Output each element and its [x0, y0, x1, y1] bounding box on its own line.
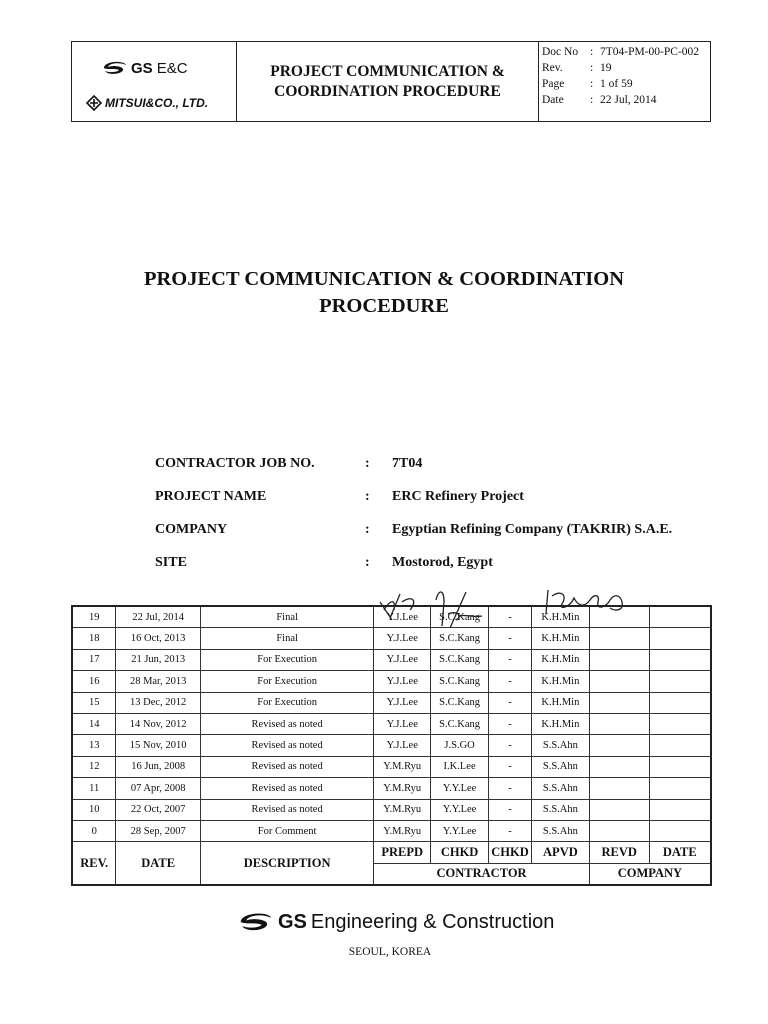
- cell-apvd: K.H.Min: [531, 671, 589, 692]
- footer-city: SEOUL, KOREA: [348, 946, 432, 958]
- cell-chkd: Y.Y.Lee: [431, 799, 489, 820]
- cell-chkd2: -: [489, 606, 532, 628]
- mitsui-diamond-icon: [86, 95, 102, 111]
- cell-company-date: [649, 778, 711, 799]
- gs-ec-logo: [102, 59, 188, 77]
- cell-revd: [589, 820, 649, 841]
- table-row: [72, 649, 711, 670]
- cell-revd: [589, 735, 649, 756]
- info-row-company: COMPANY : Egyptian Refining Company (TAKRIR) S.A.E.: [155, 522, 673, 537]
- table-row: [72, 756, 711, 777]
- table-header-row: [72, 842, 711, 863]
- table-row: [72, 778, 711, 799]
- cell-chkd2: -: [489, 671, 532, 692]
- cell-date: 28 Mar, 2013: [116, 671, 201, 692]
- cell-chkd: S.C.Kang: [431, 713, 489, 734]
- cell-company-date: [649, 606, 711, 628]
- cell-chkd: S.C.Kang: [431, 649, 489, 670]
- cell-chkd2: -: [489, 692, 532, 713]
- cell-chkd2: -: [489, 649, 532, 670]
- cell-company-date: [649, 799, 711, 820]
- header-title: [237, 42, 539, 121]
- cell-desc: Revised as noted: [200, 778, 373, 799]
- mitsui-logo: [86, 95, 208, 111]
- cell-company-date: [649, 735, 711, 756]
- header-revd: REVD: [589, 842, 649, 863]
- cell-desc: For Execution: [200, 671, 373, 692]
- cell-chkd: J.S.GO: [431, 735, 489, 756]
- document-title-line1: PROJECT COMMUNICATION & COORDINATION: [143, 268, 625, 290]
- project-info: [155, 456, 672, 588]
- table-row: [72, 820, 711, 841]
- document-title-line2: PROCEDURE: [319, 295, 449, 317]
- cell-company-date: [649, 713, 711, 734]
- cell-company-date: [649, 649, 711, 670]
- cell-chkd2: -: [489, 628, 532, 649]
- table-row: [72, 628, 711, 649]
- cell-desc: Revised as noted: [200, 735, 373, 756]
- cell-date: 28 Sep, 2007: [116, 820, 201, 841]
- cell-chkd: S.C.Kang: [431, 671, 489, 692]
- cell-rev: 10: [72, 799, 116, 820]
- cell-revd: [589, 628, 649, 649]
- cell-rev: 19: [72, 606, 116, 628]
- table-row: [72, 671, 711, 692]
- footer-brand-name: Engineering & Construction: [310, 910, 555, 933]
- cell-revd: [589, 649, 649, 670]
- cell-date: 07 Apr, 2008: [116, 778, 201, 799]
- cell-desc: Revised as noted: [200, 713, 373, 734]
- cell-revd: [589, 606, 649, 628]
- footer-brand-gs: GS: [278, 910, 307, 933]
- meta-page: Page : 1 of 59: [542, 78, 633, 90]
- cell-desc: Final: [200, 606, 373, 628]
- header-contractor: CONTRACTOR: [374, 863, 590, 885]
- cell-chkd: Y.Y.Lee: [431, 778, 489, 799]
- cell-prepd: Y.M.Ryu: [374, 799, 431, 820]
- cell-company-date: [649, 628, 711, 649]
- cell-chkd2: -: [489, 713, 532, 734]
- header-date-company: DATE: [649, 842, 711, 863]
- cell-apvd: S.S.Ahn: [531, 799, 589, 820]
- cell-apvd: S.S.Ahn: [531, 778, 589, 799]
- document-header: [71, 41, 711, 122]
- meta-date: Date : 22 Jul, 2014: [542, 94, 657, 106]
- cell-revd: [589, 778, 649, 799]
- cell-chkd: Y.Y.Lee: [431, 820, 489, 841]
- cell-chkd2: -: [489, 735, 532, 756]
- header-apvd: APVD: [531, 842, 589, 863]
- cell-revd: [589, 799, 649, 820]
- cell-date: 21 Jun, 2013: [116, 649, 201, 670]
- cell-revd: [589, 692, 649, 713]
- cell-date: 16 Jun, 2008: [116, 756, 201, 777]
- cell-prepd: Y.J.Lee: [374, 671, 431, 692]
- cell-rev: 17: [72, 649, 116, 670]
- cell-date: 22 Oct, 2007: [116, 799, 201, 820]
- info-row-job-no: CONTRACTOR JOB NO. : 7T04: [155, 456, 423, 471]
- cell-revd: [589, 671, 649, 692]
- footer-brand: [238, 909, 554, 935]
- cell-desc: For Comment: [200, 820, 373, 841]
- logo-cell: [72, 42, 237, 121]
- cell-chkd2: -: [489, 756, 532, 777]
- table-row: [72, 692, 711, 713]
- cell-apvd: K.H.Min: [531, 649, 589, 670]
- cell-company-date: [649, 756, 711, 777]
- revision-table: [71, 605, 712, 886]
- cell-prepd: Y.M.Ryu: [374, 778, 431, 799]
- meta-rev: Rev. : 19: [542, 62, 612, 74]
- cell-desc: For Execution: [200, 649, 373, 670]
- cell-date: 16 Oct, 2013: [116, 628, 201, 649]
- header-description: DESCRIPTION: [200, 842, 373, 885]
- cell-apvd: S.S.Ahn: [531, 820, 589, 841]
- cell-chkd: I.K.Lee: [431, 756, 489, 777]
- header-title-line2: COORDINATION PROCEDURE: [274, 82, 501, 100]
- cell-prepd: Y.J.Lee: [374, 692, 431, 713]
- header-company: COMPANY: [589, 863, 711, 885]
- cell-prepd: Y.M.Ryu: [374, 756, 431, 777]
- cell-apvd: S.S.Ahn: [531, 735, 589, 756]
- header-chkd: CHKD: [431, 842, 489, 863]
- cell-date: 14 Nov, 2012: [116, 713, 201, 734]
- cell-date: 15 Nov, 2010: [116, 735, 201, 756]
- table-row: [72, 606, 711, 628]
- cell-rev: 15: [72, 692, 116, 713]
- cell-date: 13 Dec, 2012: [116, 692, 201, 713]
- cell-desc: Revised as noted: [200, 756, 373, 777]
- cell-company-date: [649, 692, 711, 713]
- cell-date: 22 Jul, 2014: [116, 606, 201, 628]
- cell-apvd: K.H.Min: [531, 606, 589, 628]
- gs-logo-suffix: E&C: [156, 59, 188, 77]
- cell-prepd: Y.J.Lee: [374, 735, 431, 756]
- cell-rev: 11: [72, 778, 116, 799]
- gs-swoosh-icon: [102, 59, 128, 77]
- mitsui-logo-text: MITSUI&CO., LTD.: [105, 96, 209, 110]
- cell-company-date: [649, 820, 711, 841]
- cell-company-date: [649, 671, 711, 692]
- doc-meta: [539, 42, 710, 121]
- cell-revd: [589, 713, 649, 734]
- cell-rev: 12: [72, 756, 116, 777]
- cell-desc: Final: [200, 628, 373, 649]
- cell-prepd: Y.J.Lee: [374, 713, 431, 734]
- cell-prepd: Y.J.Lee: [374, 649, 431, 670]
- cell-apvd: S.S.Ahn: [531, 756, 589, 777]
- table-row: [72, 713, 711, 734]
- header-title-line1: PROJECT COMMUNICATION &: [270, 62, 505, 80]
- info-row-project-name: PROJECT NAME : ERC Refinery Project: [155, 489, 524, 504]
- cell-revd: [589, 756, 649, 777]
- document-title: [0, 266, 768, 320]
- cell-apvd: K.H.Min: [531, 713, 589, 734]
- cell-chkd2: -: [489, 820, 532, 841]
- cell-apvd: K.H.Min: [531, 628, 589, 649]
- table-row: [72, 799, 711, 820]
- cell-rev: 0: [72, 820, 116, 841]
- cell-rev: 18: [72, 628, 116, 649]
- info-row-site: SITE : Mostorod, Egypt: [155, 555, 493, 570]
- header-rev: REV.: [72, 842, 116, 885]
- cell-prepd: Y.M.Ryu: [374, 820, 431, 841]
- cell-apvd: K.H.Min: [531, 692, 589, 713]
- cell-rev: 14: [72, 713, 116, 734]
- cell-desc: For Execution: [200, 692, 373, 713]
- cell-prepd: Y.J.Lee: [374, 606, 431, 628]
- header-prepd: PREPD: [374, 842, 431, 863]
- header-chkd-2: CHKD: [489, 842, 532, 863]
- cell-chkd: S.C.Kang: [431, 628, 489, 649]
- cell-chkd2: -: [489, 778, 532, 799]
- cell-chkd: S.C.Kang: [431, 692, 489, 713]
- header-date: DATE: [116, 842, 201, 885]
- cell-chkd: S.C.Kang: [431, 606, 489, 628]
- table-row: [72, 735, 711, 756]
- cell-prepd: Y.J.Lee: [374, 628, 431, 649]
- cell-desc: Revised as noted: [200, 799, 373, 820]
- cell-rev: 16: [72, 671, 116, 692]
- cell-rev: 13: [72, 735, 116, 756]
- meta-doc-no: Doc No : 7T04-PM-00-PC-002: [542, 46, 700, 58]
- gs-logo-text: GS: [131, 59, 153, 77]
- cell-chkd2: -: [489, 799, 532, 820]
- gs-swoosh-icon: [238, 909, 274, 935]
